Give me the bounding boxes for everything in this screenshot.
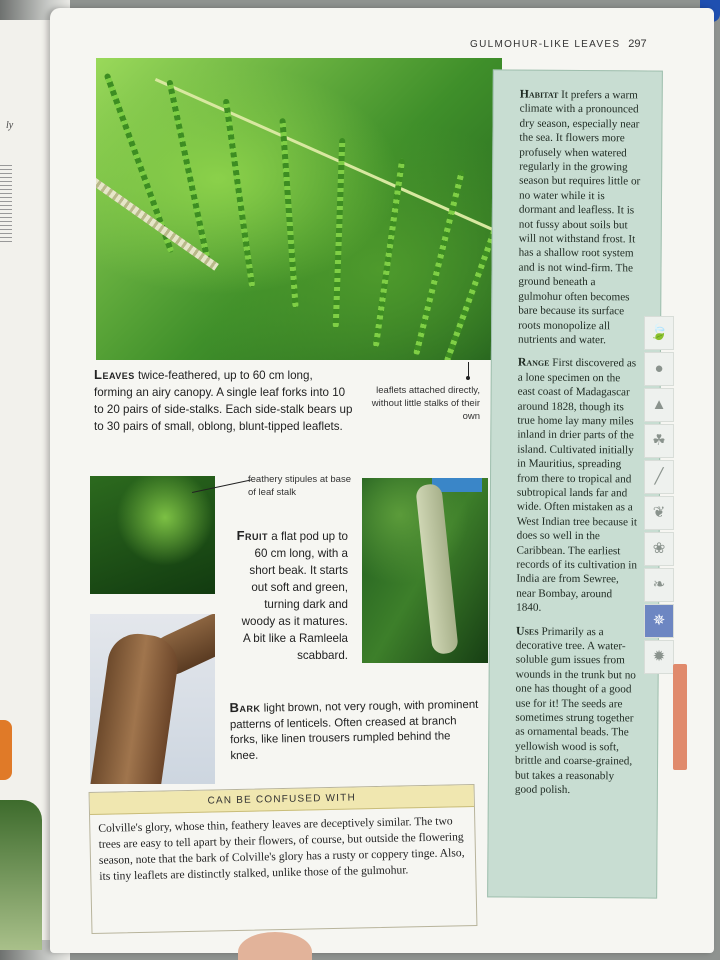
uses-heading: Uses: [515, 623, 539, 638]
stipules-photo: [90, 476, 215, 594]
left-page-green-image: [0, 800, 42, 950]
range-paragraph: [516, 355, 640, 616]
bark-text: light brown, not very rough, with prominent patterns of lenticels. Often creased at branch forks, like linen trousers rumpled behind the knee.: [229, 698, 479, 762]
habitat-text: It prefers a warm climate with a pronounced dry season, especially near the sea. It flowers more profusely when watered regularly in the growing season but requires little or no water while it is dormant and leafless. It is not fussy about soils but will not withstand frost. It has a shallow root system and is not wind-firm. The ground beneath a gulmohur often becomes bare because its surface roots monopolize all nutrients and water.: [517, 88, 641, 347]
leaflets-annotation: leaflets attached directly, without little stalks of their own: [371, 385, 480, 422]
uses-paragraph: [515, 623, 638, 798]
stipules-annotation: feathery stipules at base of leaf stalk: [248, 474, 351, 498]
habitat-heading: Habitat: [519, 86, 559, 101]
range-heading: Range: [517, 354, 550, 370]
range-text: First discovered as a lone specimen on the east coast of Madagascar around 1828, though its true home lay many miles inland in drier parts of the island. Cultivated initially in Mauritius, spreading from there to tropical and subtropical lands far and wide. Often mistaken as a West Indian tree because it does so well in the Caribbean. The earliest records of its cultivation in India are from Sewree, near Bombay, around 1840.: [516, 357, 638, 614]
pod-photo: [362, 478, 488, 663]
seed-pod: [415, 483, 459, 655]
bark-caption: [229, 696, 480, 764]
left-page-flower-image: [0, 720, 12, 780]
fruit-heading: Fruit: [236, 528, 269, 543]
leaves-photo: [96, 58, 502, 360]
bark-photo: [90, 614, 215, 784]
habitat-paragraph: [518, 87, 642, 348]
bark-heading: Bark: [229, 699, 261, 716]
leaf-fan-icon[interactable]: ✹: [644, 640, 674, 674]
leaves-heading: Leaves: [94, 367, 135, 382]
tree-trunk: [90, 630, 181, 784]
fruit-caption: [233, 527, 348, 664]
leaf-needle-icon[interactable]: ╱: [644, 460, 674, 494]
orange-section-tab: [673, 664, 687, 770]
left-page-fragment: ly: [6, 120, 14, 131]
thumb-index-tabs: [644, 316, 676, 676]
confused-with-box: [89, 784, 478, 934]
leaf-round-icon[interactable]: ●: [644, 352, 674, 386]
leaf-lobed-icon[interactable]: ☘: [644, 424, 674, 458]
leaf-feathery-icon[interactable]: ✵: [644, 604, 674, 638]
section-title: GULMOHUR-LIKE LEAVES: [470, 39, 621, 50]
leaf-simple-icon[interactable]: 🍃: [644, 316, 674, 350]
leaf-pinnate-icon[interactable]: ❧: [644, 568, 674, 602]
facts-sidebar: [487, 69, 663, 898]
page-number: 297: [628, 38, 647, 50]
leaf-palmate-icon[interactable]: ❀: [644, 532, 674, 566]
leaf-compound-icon[interactable]: ❦: [644, 496, 674, 530]
leaves-caption: [94, 366, 354, 435]
left-page-text-lines: [0, 165, 12, 245]
leaf-pointed-icon[interactable]: ▲: [644, 388, 674, 422]
running-head: [470, 38, 647, 50]
leaflets-leader-line: [468, 362, 469, 378]
fruit-text: a flat pod up to 60 cm long, with a short beak. It starts out soft and green, turning dark and woody as it matures. A bit like a Ramleela scabbard.: [241, 530, 348, 662]
confused-with-text: Colville's glory, whose thin, feathery leaves are deceptively similar. The two trees are easy to tell apart by their flowers, of course, but outside the flowering season, note that the bark of Colville's glory has a rusty or coppery tinge. Also, its tiny leaflets are distinctly stalked, unlike those of the gulmohur.: [98, 814, 465, 883]
leaves-text: twice-feathered, up to 60 cm long, forming an airy canopy. A single leaf forks into 10 to 20 pairs of side-stalks. Each side-stalk bears up to 30 pairs of small, oblong, blunt-tipped leaflets.: [94, 369, 353, 433]
confused-with-title: CAN BE CONFUSED WITH: [90, 785, 474, 815]
uses-text: Primarily as a decorative tree. A water-soluble gum issues from wounds in the trunk but no one has thought of a good use for it! The seeds are sometimes strung together as ornamental beads. The yellowish wood is soft, brittle and coarse-grained, but takes a reasonably good polish.: [514, 625, 636, 797]
